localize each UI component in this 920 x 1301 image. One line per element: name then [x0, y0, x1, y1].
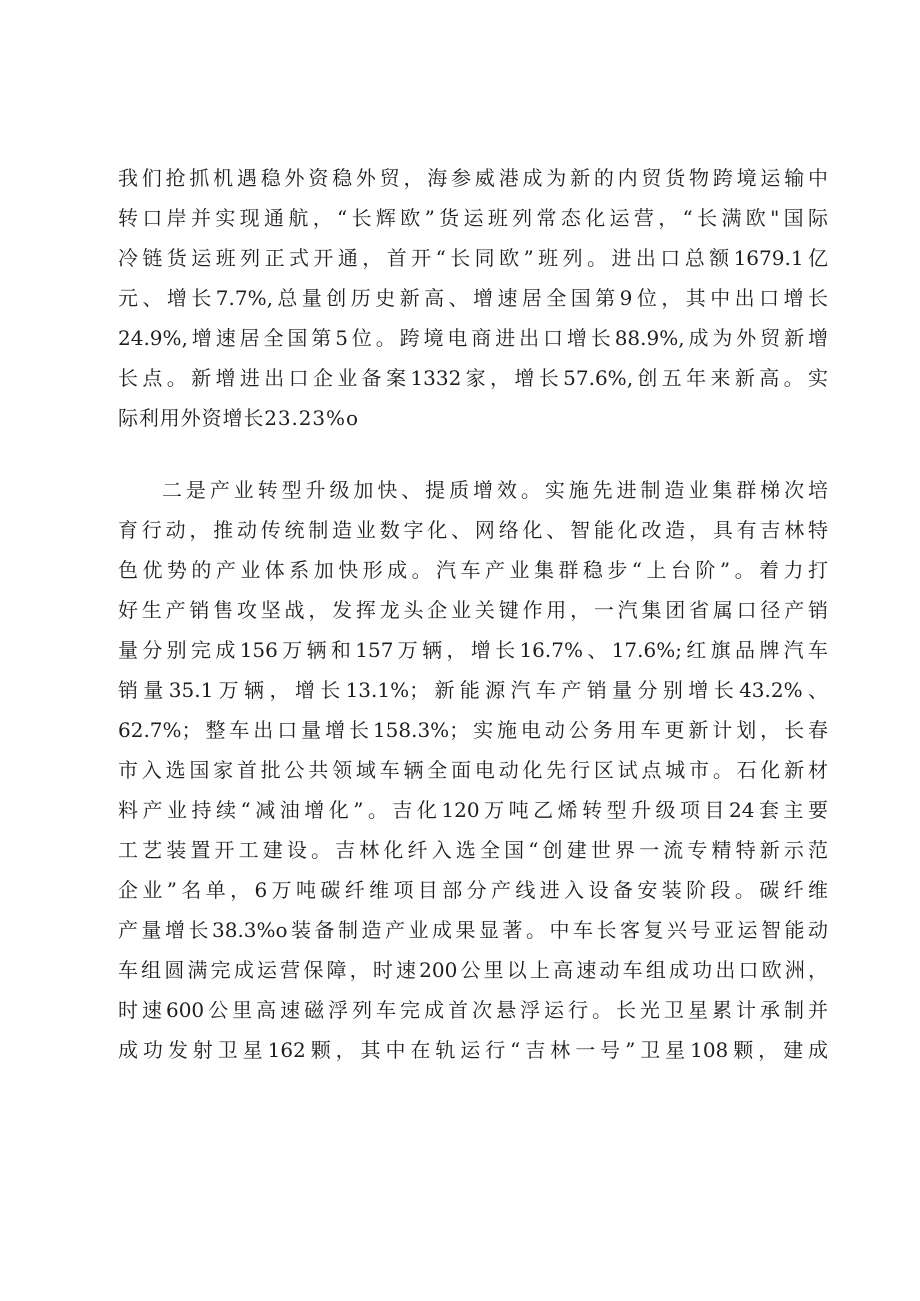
- text-line: 好生产销售攻坚战，发挥龙头企业关键作用，一汽集团省属口径产销: [118, 598, 828, 622]
- document-body: [118, 158, 828, 1070]
- paragraph-foreign-trade: [118, 158, 828, 438]
- text-line: 市入选国家首批公共领域车辆全面电动化先行区试点城市。石化新材: [118, 758, 828, 782]
- text-line: 际利用外资增长23.23%o: [118, 406, 359, 430]
- text-line: 量分别完成156万辆和157万辆，增长16.7%、17.6%;红旗品牌汽车: [118, 638, 828, 662]
- text-line: 成功发射卫星162颗，其中在轨运行“吉林一号”卫星108颗，建成: [118, 1038, 828, 1062]
- text-line: 育行动，推动传统制造业数字化、网络化、智能化改造，具有吉林特: [118, 518, 828, 542]
- text-line: 色优势的产业体系加快形成。汽车产业集群稳步“上台阶”。着力打: [118, 558, 828, 582]
- text-line: 车组圆满完成运营保障，时速200公里以上高速动车组成功出口欧洲，: [118, 958, 828, 982]
- text-line: 销量35.1万辆，增长13.1%；新能源汽车产销量分别增长43.2%、: [118, 678, 828, 702]
- text-line: 料产业持续“减油增化”。吉化120万吨乙烯转型升级项目24套主要: [118, 798, 828, 822]
- paragraph-industry-upgrade: [118, 470, 828, 1070]
- text-line: 62.7%；整车出口量增长158.3%；实施电动公务用车更新计划，长春: [118, 718, 828, 742]
- text-line: 冷链货运班列正式开通，首开“长同欧”班列。进出口总额1679.1亿: [118, 246, 828, 270]
- text-line: 24.9%,增速居全国第5位。跨境电商进出口增长88.9%,成为外贸新增: [118, 326, 828, 350]
- text-line: 元、增长7.7%,总量创历史新高、增速居全国第9位，其中出口增长: [118, 286, 828, 310]
- text-line: 时速600公里高速磁浮列车完成首次悬浮运行。长光卫星累计承制并: [118, 998, 828, 1022]
- text-line: 二是产业转型升级加快、提质增效。实施先进制造业集群梯次培: [162, 478, 828, 502]
- text-line: 长点。新增进出口企业备案1332家，增长57.6%,创五年来新高。实: [118, 366, 828, 390]
- text-line: 企业”名单，6万吨碳纤维项目部分产线进入设备安装阶段。碳纤维: [118, 878, 828, 902]
- text-line: 产量增长38.3%o装备制造产业成果显著。中车长客复兴号亚运智能动: [118, 918, 828, 942]
- text-line: 转口岸并实现通航，“长辉欧”货运班列常态化运营，“长满欧"国际: [118, 206, 828, 230]
- paragraph-spacer: [118, 438, 828, 470]
- text-line: 我们抢抓机遇稳外资稳外贸，海参威港成为新的内贸货物跨境运输中: [118, 166, 828, 190]
- text-line: 工艺装置开工建设。吉林化纤入选全国“创建世界一流专精特新示范: [118, 838, 828, 862]
